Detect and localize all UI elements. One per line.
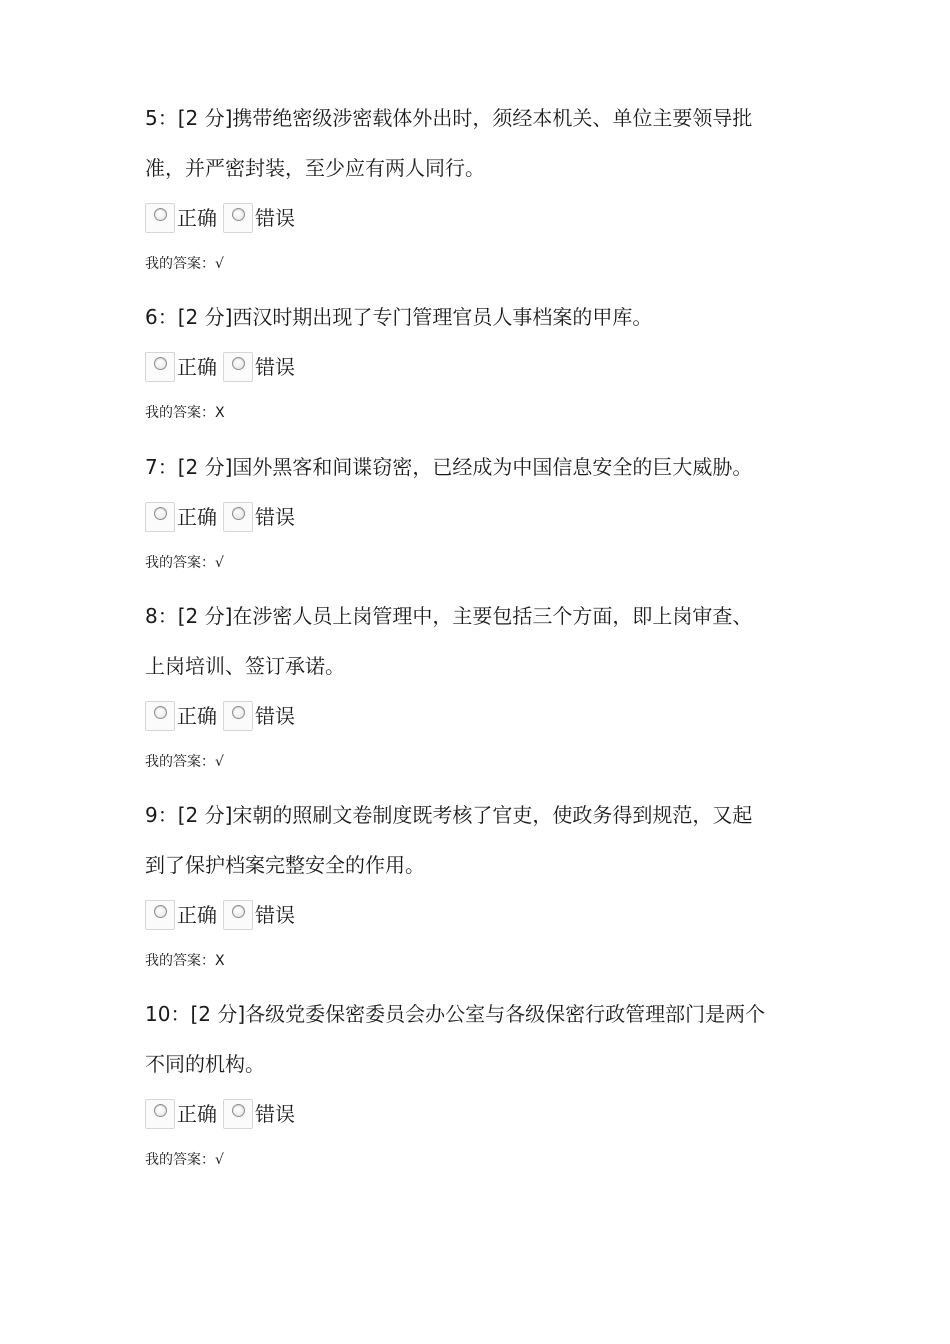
answer-options: [145, 499, 825, 535]
my-answer: [145, 951, 825, 971]
my-answer: [145, 553, 825, 573]
wrong-radio[interactable]: [223, 352, 253, 382]
wrong-radio[interactable]: [223, 1099, 253, 1129]
question-9: [145, 790, 825, 971]
question-8: [145, 591, 825, 772]
correct-label: 正确: [177, 704, 217, 728]
wrong-label: 错误: [255, 206, 295, 230]
wrong-label: 错误: [255, 355, 295, 379]
wrong-label: 错误: [255, 1102, 295, 1126]
correct-radio[interactable]: [145, 352, 175, 382]
question-7: [145, 442, 825, 573]
answer-options: [145, 200, 825, 236]
radio-circle-icon: [154, 706, 167, 719]
radio-circle-icon: [154, 507, 167, 520]
answer-options: [145, 1096, 825, 1132]
my-answer-value: X: [215, 953, 225, 969]
answer-options: [145, 349, 825, 385]
question-5: [145, 93, 825, 274]
radio-circle-icon: [154, 1104, 167, 1117]
answer-options: [145, 897, 825, 933]
answer-options: [145, 698, 825, 734]
radio-circle-icon: [154, 357, 167, 370]
radio-circle-icon: [232, 208, 245, 221]
question-text-line: 7：[2 分]国外黑客和间谍窃密，已经成为中国信息安全的巨大威胁。: [145, 455, 753, 479]
radio-circle-icon: [154, 905, 167, 918]
wrong-label: 错误: [255, 903, 295, 927]
question-text: [145, 790, 825, 890]
correct-radio[interactable]: [145, 502, 175, 532]
my-answer: [145, 403, 825, 423]
correct-radio[interactable]: [145, 203, 175, 233]
question-text-line: 准，并严密封装，至少应有两人同行。: [145, 156, 485, 180]
question-text: [145, 93, 825, 193]
correct-label: 正确: [177, 206, 217, 230]
wrong-label: 错误: [255, 505, 295, 529]
correct-radio[interactable]: [145, 1099, 175, 1129]
wrong-radio[interactable]: [223, 502, 253, 532]
question-6: [145, 292, 825, 423]
correct-label: 正确: [177, 1102, 217, 1126]
question-text-line: 上岗培训、签订承诺。: [145, 654, 345, 678]
correct-label: 正确: [177, 505, 217, 529]
radio-circle-icon: [154, 208, 167, 221]
my-answer-label: 我的答案：: [145, 1152, 215, 1168]
wrong-label: 错误: [255, 704, 295, 728]
question-10: [145, 989, 825, 1170]
my-answer-label: 我的答案：: [145, 256, 215, 272]
correct-label: 正确: [177, 903, 217, 927]
wrong-radio[interactable]: [223, 900, 253, 930]
wrong-radio[interactable]: [223, 701, 253, 731]
my-answer-label: 我的答案：: [145, 555, 215, 571]
radio-circle-icon: [232, 507, 245, 520]
question-text: [145, 442, 825, 492]
my-answer-value: √: [215, 754, 224, 770]
my-answer-label: 我的答案：: [145, 754, 215, 770]
question-text-line: 不同的机构。: [145, 1052, 265, 1076]
correct-radio[interactable]: [145, 701, 175, 731]
my-answer-value: √: [215, 1152, 224, 1168]
radio-circle-icon: [232, 905, 245, 918]
question-text-line: 8：[2 分]在涉密人员上岗管理中，主要包括三个方面，即上岗审查、: [145, 604, 753, 628]
question-text-line: 到了保护档案完整安全的作用。: [145, 853, 425, 877]
correct-label: 正确: [177, 355, 217, 379]
my-answer-value: √: [215, 555, 224, 571]
my-answer-value: √: [215, 256, 224, 272]
question-text: [145, 989, 825, 1089]
my-answer: [145, 752, 825, 772]
question-text-line: 9：[2 分]宋朝的照刷文卷制度既考核了官吏，使政务得到规范，又起: [145, 803, 753, 827]
question-text: [145, 292, 825, 342]
question-text: [145, 591, 825, 691]
radio-circle-icon: [232, 1104, 245, 1117]
my-answer-value: X: [215, 405, 225, 421]
correct-radio[interactable]: [145, 900, 175, 930]
question-text-line: 5：[2 分]携带绝密级涉密载体外出时，须经本机关、单位主要领导批: [145, 106, 753, 130]
my-answer-label: 我的答案：: [145, 953, 215, 969]
radio-circle-icon: [232, 706, 245, 719]
question-text-line: 10：[2 分]各级党委保密委员会办公室与各级保密行政管理部门是两个: [145, 1002, 766, 1026]
question-text-line: 6：[2 分]西汉时期出现了专门管理官员人事档案的甲库。: [145, 305, 653, 329]
my-answer: [145, 254, 825, 274]
radio-circle-icon: [232, 357, 245, 370]
my-answer: [145, 1150, 825, 1170]
my-answer-label: 我的答案：: [145, 405, 215, 421]
wrong-radio[interactable]: [223, 203, 253, 233]
